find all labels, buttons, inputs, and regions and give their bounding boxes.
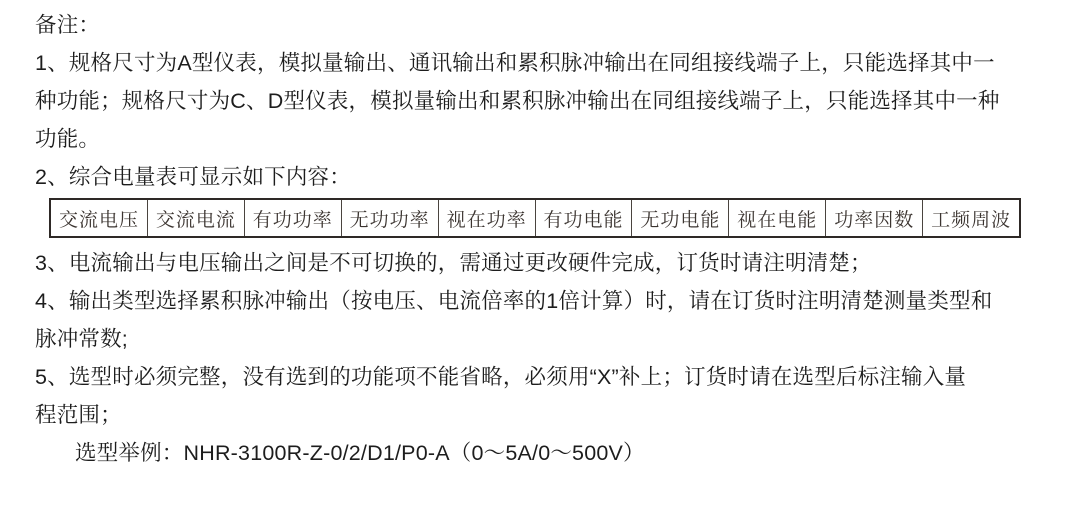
table-cell-ac-voltage: 交流电压 <box>51 200 148 236</box>
note-1-line-3: 功能。 <box>35 127 101 151</box>
table-cell-active-energy: 有功电能 <box>536 200 633 236</box>
table-cell-reactive-power: 无功功率 <box>342 200 439 236</box>
note-3-line-1: 3、电流输出与电压输出之间是不可切换的，需通过更改硬件完成，订货时请注明清楚； <box>35 251 872 275</box>
table-cell-line-frequency: 工频周波 <box>931 209 1012 231</box>
table-cell-ac-current: 交流电流 <box>148 200 245 236</box>
table-cell-apparent-energy: 视在电能 <box>729 200 826 236</box>
note-4-line-1: 4、输出类型选择累积脉冲输出（按电压、电流倍率的1倍计算）时，请在订货时注明清楚测量类型和 <box>35 289 993 313</box>
table-cell-power-factor: 功率因数 <box>826 200 923 236</box>
model-example-line: 选型举例：NHR-3100R-Z-0/2/D1/P0-A（0～5A/0～500V） <box>75 441 645 465</box>
note-1-line-2: 种功能；规格尺寸为C、D型仪表，模拟量输出和累积脉冲输出在同组接线端子上，只能选择其中一种 <box>35 89 1000 113</box>
table-cell-apparent-power: 视在功率 <box>439 200 536 236</box>
note-5-line-1: 5、选型时必须完整，没有选到的功能项不能省略，必须用“X”补上；订货时请在选型后标注输入量 <box>35 365 967 389</box>
note-5-line-2: 程范围； <box>35 403 122 427</box>
note-4-line-2: 脉冲常数; <box>35 327 128 351</box>
display-items-table <box>49 198 1021 238</box>
notes-heading: 备注： <box>35 13 101 37</box>
table-cell-active-power: 有功功率 <box>245 200 342 236</box>
note-1-line-1: 1、规格尺寸为A型仪表，模拟量输出、通讯输出和累积脉冲输出在同组接线端子上，只能选择其中一 <box>35 51 995 75</box>
table-cell-reactive-energy: 无功电能 <box>632 200 729 236</box>
note-2-line-1: 2、综合电量表可显示如下内容： <box>35 165 351 189</box>
